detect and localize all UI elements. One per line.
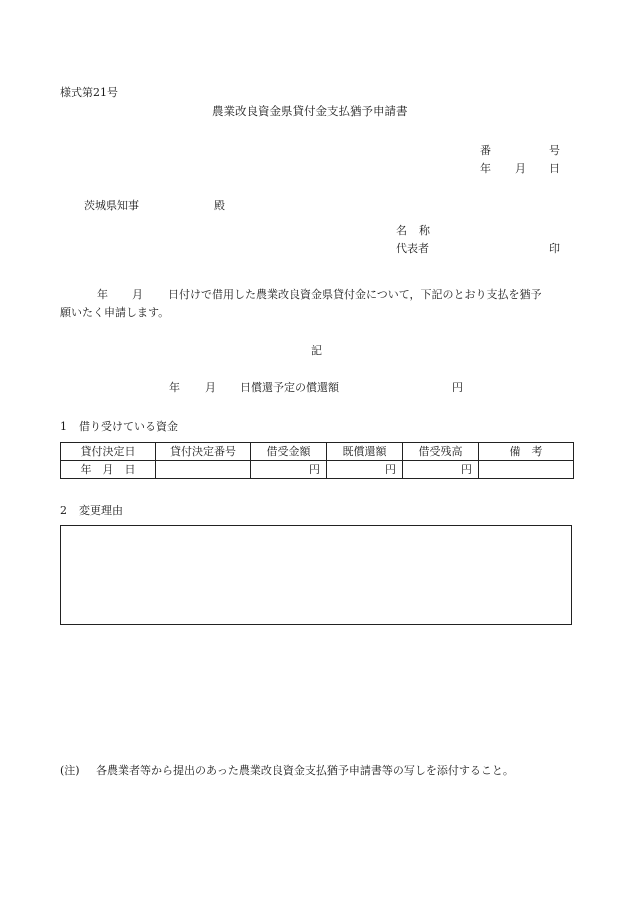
- applicant-name-label-sho: 称: [419, 224, 430, 237]
- remarks-cell: [479, 461, 574, 479]
- addressee-honorific: 殿: [214, 199, 225, 212]
- balance-cell: 円: [403, 461, 479, 479]
- header-cell: 借受残高: [403, 443, 479, 461]
- body-text-line1: 日付けで借用した農業改良資金県貸付金について，下記のとおり支払を猶予: [168, 288, 542, 301]
- date-month-label: 月: [515, 162, 526, 175]
- number-label-ban: 番: [480, 144, 491, 157]
- repayment-month-label: 月: [205, 381, 216, 394]
- section1-number: 1: [60, 420, 67, 433]
- decision-date-cell: 年 月 日: [61, 461, 156, 479]
- applicant-name-label-mei: 名: [396, 224, 407, 237]
- body-text-line2: 願いたく申請します。: [60, 306, 170, 319]
- header-cell: 貸付決定日: [61, 443, 156, 461]
- section1-title: 借り受けている資金: [79, 420, 178, 433]
- ki-heading: 記: [311, 344, 322, 357]
- header-cell: 備 考: [479, 443, 574, 461]
- decision-number-cell: [156, 461, 251, 479]
- loan-table: [60, 442, 574, 479]
- repayment-yen-unit: 円: [452, 381, 463, 394]
- header-cell: 貸付決定番号: [156, 443, 251, 461]
- document-title: 農業改良資金県貸付金支払猶予申請書: [212, 104, 408, 118]
- loan-table-row: [61, 461, 574, 479]
- addressee-name: 茨城県知事: [84, 199, 139, 212]
- number-label-go: 号: [549, 144, 560, 157]
- section2-number: 2: [60, 504, 67, 517]
- note-label: (注): [60, 764, 80, 777]
- loan-amount-cell: 円: [251, 461, 327, 479]
- applicant-representative-label: 代表者: [396, 242, 429, 255]
- repayment-label: 日償還予定の償還額: [240, 381, 339, 394]
- note-text: 各農業者等から提出のあった農業改良資金支払猶予申請書等の写しを添付すること。: [96, 764, 514, 777]
- seal-mark: 印: [549, 242, 560, 255]
- repaid-amount-cell: 円: [327, 461, 403, 479]
- repayment-year-label: 年: [169, 381, 180, 394]
- header-cell: 借受金額: [251, 443, 327, 461]
- loan-table-header-row: [61, 443, 574, 461]
- change-reason-box: [60, 525, 572, 625]
- form-number: 様式第21号: [60, 86, 118, 99]
- date-day-label: 日: [549, 162, 560, 175]
- section2-title: 変更理由: [79, 504, 123, 517]
- header-cell: 既償還額: [327, 443, 403, 461]
- body-year-label: 年: [97, 288, 108, 301]
- body-month-label: 月: [132, 288, 143, 301]
- date-year-label: 年: [480, 162, 491, 175]
